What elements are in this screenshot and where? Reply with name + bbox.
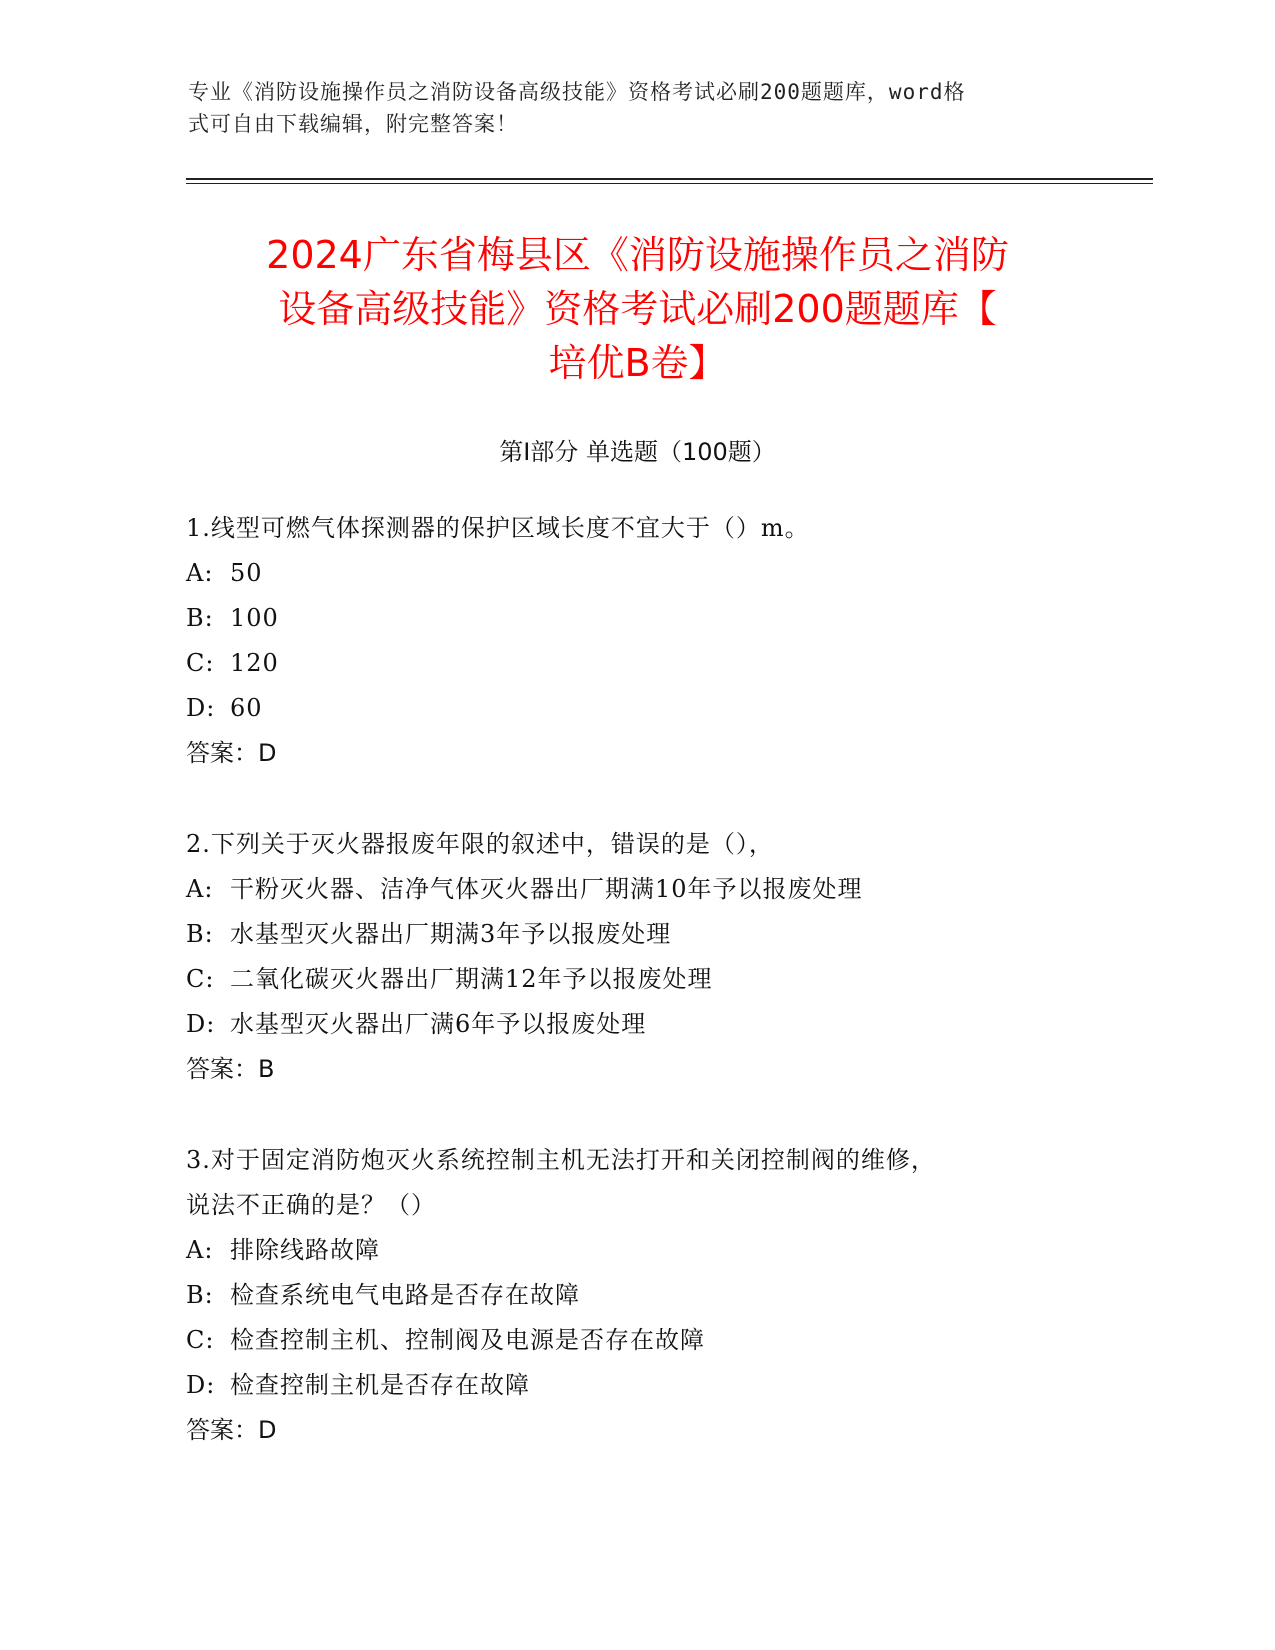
question-3-answer: 答案：D bbox=[186, 1416, 277, 1444]
header-note-line-1: 专业《消防设施操作员之消防设备高级技能》资格考试必刷200题题库，word格 bbox=[188, 80, 966, 104]
question-1 bbox=[186, 506, 1086, 776]
option-letter: C: bbox=[186, 965, 215, 993]
option-letter: A: bbox=[186, 559, 214, 587]
document-title bbox=[150, 228, 1125, 390]
option-text: 60 bbox=[230, 694, 263, 722]
option-letter: D: bbox=[186, 694, 216, 722]
question-3-option-a bbox=[186, 1228, 1086, 1273]
question-2 bbox=[186, 822, 1086, 1092]
question-2-option-c bbox=[186, 957, 1086, 1002]
option-letter: C: bbox=[186, 649, 215, 677]
option-letter: D: bbox=[186, 1371, 216, 1399]
option-text: 排除线路故障 bbox=[230, 1236, 380, 1264]
option-letter: C: bbox=[186, 1326, 215, 1354]
header-rule-thick bbox=[186, 178, 1153, 180]
option-letter: B: bbox=[186, 920, 214, 948]
question-3-option-b bbox=[186, 1273, 1086, 1318]
document-title-line-3: 培优B卷】 bbox=[548, 341, 727, 385]
option-text: 50 bbox=[230, 559, 263, 587]
question-3 bbox=[186, 1138, 1086, 1453]
question-1-stem: 1.线型可燃气体探测器的保护区域长度不宜大于（）m。 bbox=[186, 514, 810, 542]
question-3-option-d bbox=[186, 1363, 1086, 1408]
option-text: 检查控制主机是否存在故障 bbox=[230, 1371, 530, 1399]
question-2-stem: 2.下列关于灭火器报废年限的叙述中，错误的是（）， bbox=[186, 830, 774, 858]
question-3-stem-line-1: 3.对于固定消防炮灭火系统控制主机无法打开和关闭控制阀的维修， bbox=[186, 1146, 936, 1174]
question-1-option-a bbox=[186, 551, 1086, 596]
question-1-option-d bbox=[186, 686, 1086, 731]
header-note-line-2: 式可自由下载编辑，附完整答案！ bbox=[188, 112, 518, 136]
question-2-answer: 答案：B bbox=[186, 1055, 275, 1083]
header-note bbox=[188, 76, 1068, 140]
section-title: 第I部分 单选题（100题） bbox=[499, 438, 776, 466]
option-text: 检查系统电气电路是否存在故障 bbox=[230, 1281, 580, 1309]
question-2-option-b bbox=[186, 912, 1086, 957]
document-title-line-1: 2024广东省梅县区《消防设施操作员之消防 bbox=[266, 233, 1009, 277]
question-2-option-d bbox=[186, 1002, 1086, 1047]
document-title-line-2: 设备高级技能》资格考试必刷200题题库【 bbox=[278, 287, 997, 331]
question-3-option-c bbox=[186, 1318, 1086, 1363]
question-1-answer: 答案：D bbox=[186, 739, 277, 767]
option-letter: A: bbox=[186, 1236, 214, 1264]
question-2-option-a bbox=[186, 867, 1086, 912]
option-text: 100 bbox=[230, 604, 279, 632]
option-text: 干粉灭火器、洁净气体灭火器出厂期满10年予以报废处理 bbox=[230, 875, 863, 903]
option-text: 水基型灭火器出厂期满3年予以报废处理 bbox=[230, 920, 672, 948]
option-text: 检查控制主机、控制阀及电源是否存在故障 bbox=[230, 1326, 705, 1354]
question-1-option-c bbox=[186, 641, 1086, 686]
question-3-stem-line-2: 说法不正确的是？（） bbox=[186, 1191, 436, 1219]
option-letter: B: bbox=[186, 604, 214, 632]
header-rule-thin bbox=[186, 183, 1153, 184]
option-letter: A: bbox=[186, 875, 214, 903]
option-text: 水基型灭火器出厂满6年予以报废处理 bbox=[230, 1010, 647, 1038]
option-letter: D: bbox=[186, 1010, 216, 1038]
question-1-option-b bbox=[186, 596, 1086, 641]
option-letter: B: bbox=[186, 1281, 214, 1309]
option-text: 二氧化碳灭火器出厂期满12年予以报废处理 bbox=[230, 965, 713, 993]
option-text: 120 bbox=[230, 649, 279, 677]
